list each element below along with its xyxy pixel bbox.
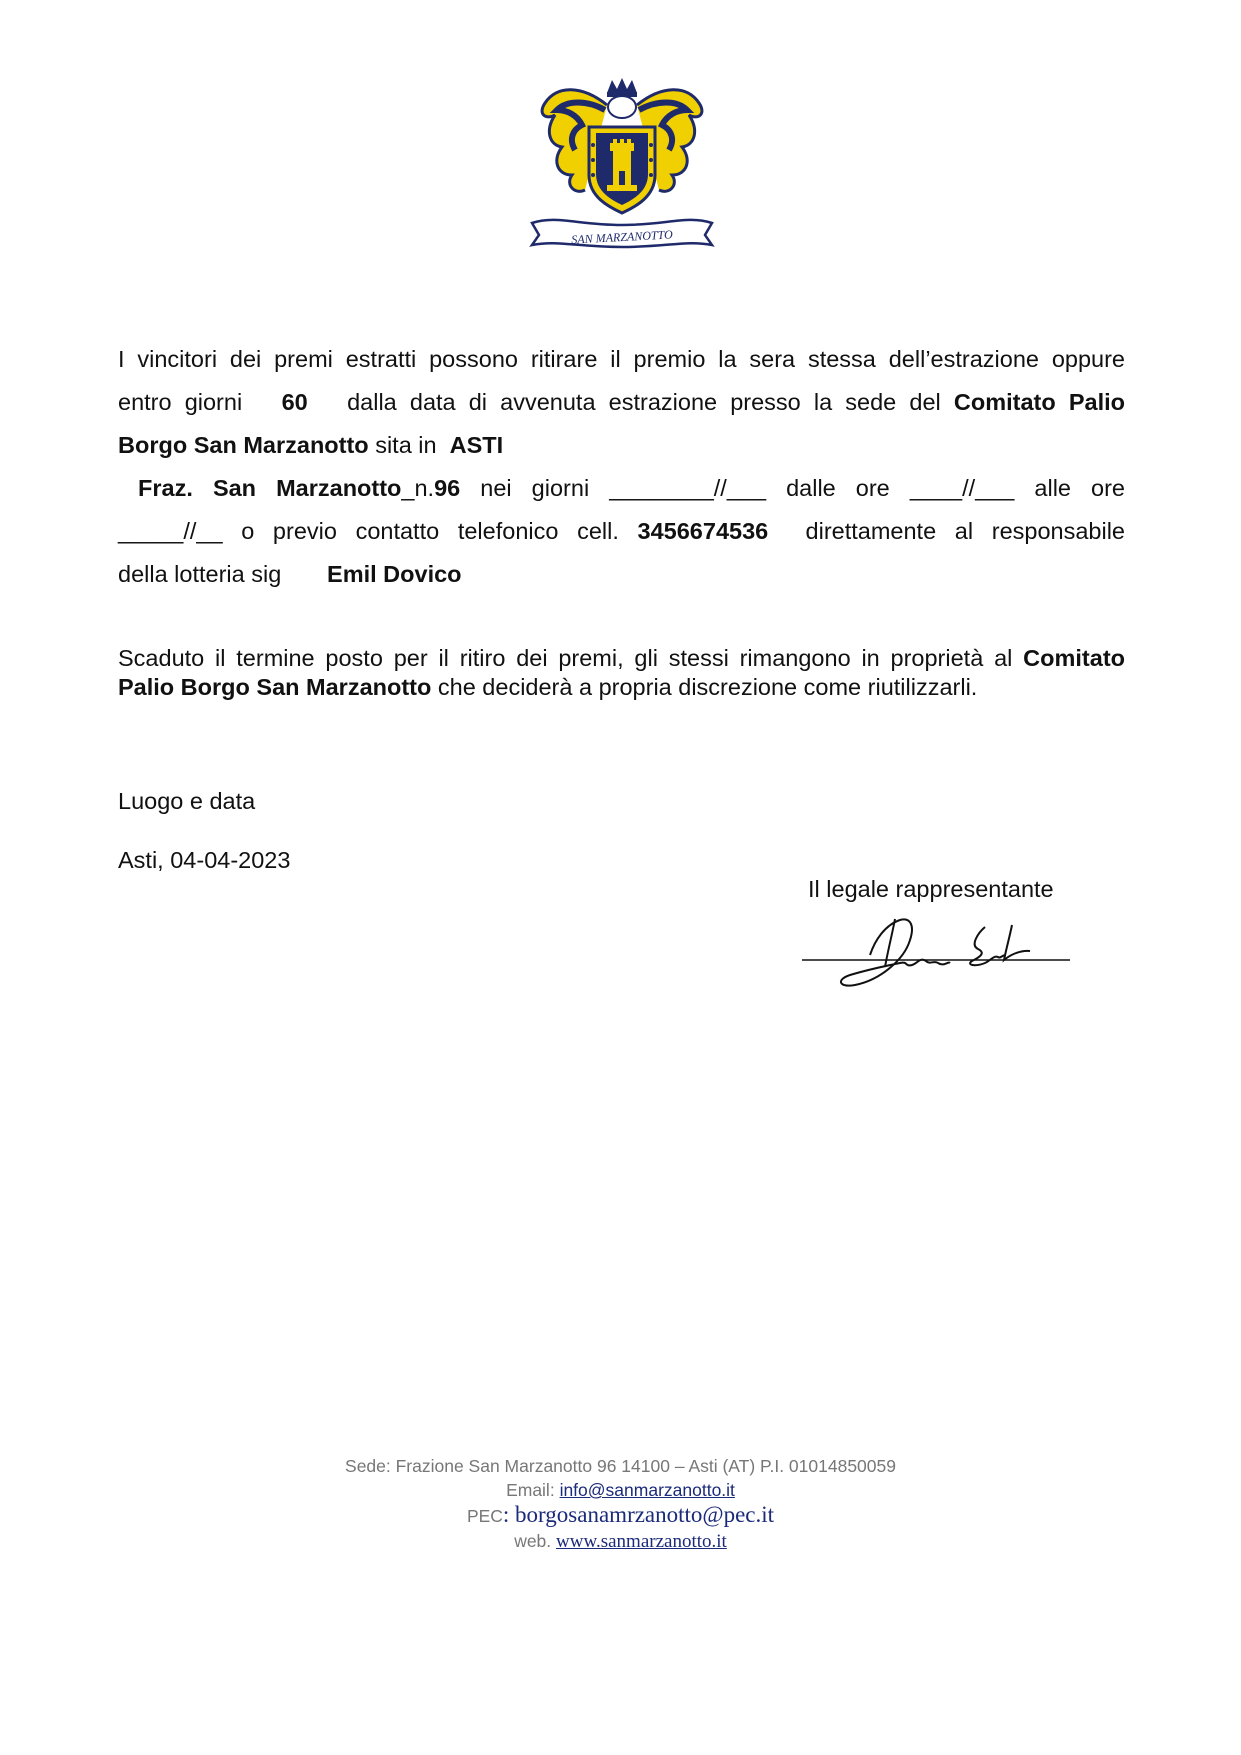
footer-web-line: [0, 1531, 1241, 1553]
city-value: ASTI: [449, 432, 504, 458]
responsible-name: Emil Dovico: [327, 561, 462, 587]
paragraph-prize-expiry: [118, 644, 1125, 702]
paragraph-line: Scaduto il termine posto per il ritiro dei premi, gli stessi rimangono in proprietà al Comitato: [118, 645, 1125, 671]
footer-pec-value: : borgosanamrzanotto@pec.it: [502, 1502, 775, 1527]
footer-email-label: Email:: [506, 1480, 555, 1500]
paragraph-line: entro giorni 60 dalla data di avvenuta estrazione presso la sede del Comitato Palio: [118, 389, 1126, 415]
footer-web-label: web.: [514, 1531, 552, 1551]
paragraph-prize-collection: [118, 338, 1125, 596]
footer-pec-label: PEC: [466, 1506, 503, 1526]
coat-of-arms-logo: [527, 75, 717, 250]
paragraph-line: della lotteria sig Emil Dovico: [118, 561, 462, 587]
paragraph-line: _____//__ o previo contatto telefonico cell. 3456674536 direttamente al responsabile: [118, 518, 1125, 544]
days-value: 60: [281, 389, 308, 415]
footer-pec-line: [0, 1502, 1241, 1528]
footer-web-link[interactable]: www.sanmarzanotto.it: [556, 1531, 727, 1552]
place-date-value: Asti, 04-04-2023: [118, 847, 291, 873]
footer-email-line: [0, 1480, 1241, 1501]
paragraph-line: Palio Borgo San Marzanotto che deciderà a propria discrezione come riutilizzarli.: [118, 674, 978, 700]
paragraph-line: Fraz. San Marzanotto_n.96 nei giorni ________//___ dalle ore ____//___ alle ore: [138, 475, 1125, 501]
place-date-label: Luogo e data: [118, 788, 256, 814]
logo-ribbon-text: SAN MARZANOTTO: [570, 227, 674, 247]
phone-value: 3456674536: [637, 518, 769, 544]
paragraph-line: Borgo San Marzanotto sita in ASTI: [118, 432, 504, 458]
handwritten-signature: [800, 905, 1075, 1005]
signature-label: Il legale rappresentante: [808, 876, 1054, 902]
paragraph-line: I vincitori dei premi estratti possono ritirare il premio la sera stessa dell’estrazione oppure: [118, 346, 1125, 372]
footer-address: Sede: Frazione San Marzanotto 96 14100 – Asti (AT) P.I. 01014850059: [345, 1456, 896, 1476]
footer-email-link[interactable]: info@sanmarzanotto.it: [559, 1480, 735, 1500]
